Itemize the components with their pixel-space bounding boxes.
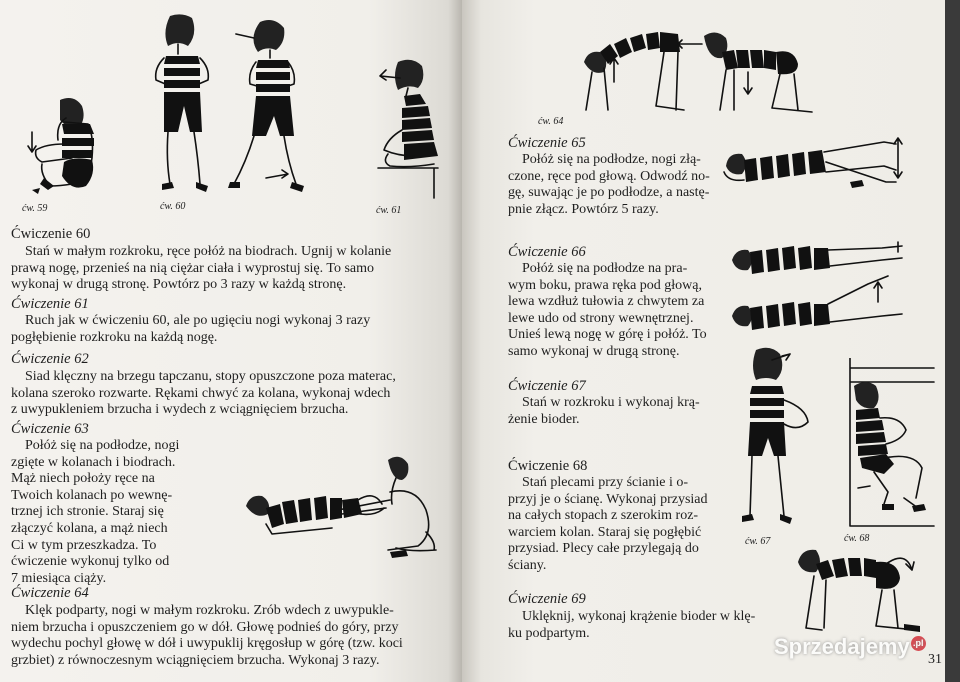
- ex64-line-4: grzbiet) z równoczesnym wciągnięciem brzucha. Wykonaj 3 razy.: [11, 652, 380, 668]
- ex64-title: Ćwiczenie 64: [11, 585, 89, 601]
- illustration-ex61: [368, 58, 442, 204]
- ex63-line-8: ćwiczenie wykonuj tylko od: [11, 554, 170, 570]
- ex64-line-1: Klęk podparty, nogi w małym rozkroku. Zrób wdech z uwypukle-: [25, 603, 394, 618]
- ex66-line-1: Połóż się na podłodze na pra-: [522, 261, 688, 276]
- ex69-text: [508, 609, 778, 642]
- ex63-line-3: Mąż niech położy ręce na: [11, 471, 155, 487]
- ex64-line-2: niem brzucha i opuszczeniem go w dół. Głowę podnieś do góry, przy: [11, 619, 399, 635]
- right-page: [462, 0, 945, 682]
- ex60-line-3: wykonaj w drugą stronę. Powtórz po 3 razy w każdą stronę.: [11, 277, 347, 293]
- ex65-line-3: gę, suwając je po podłodze, a nastę-: [508, 185, 710, 201]
- caption-fig59: ćw. 59: [22, 203, 48, 214]
- ex65-line-1: Połóż się na podłodze, nogi złą-: [522, 152, 701, 167]
- ex68-title: Ćwiczenie 68: [508, 458, 588, 474]
- ex66-line-3: lewa wzdłuż tułowia z chwytem za: [508, 294, 705, 310]
- page-number: 31: [928, 652, 942, 667]
- ex62-text: [11, 369, 451, 419]
- ex63-line-6: złączyć kolana, a mąż niech: [11, 520, 168, 536]
- ex66-line-2: wym boku, prawa ręka pod głową,: [508, 277, 703, 293]
- ex64-text: [11, 603, 451, 669]
- ex62-title: Ćwiczenie 62: [11, 351, 89, 367]
- left-page: [0, 0, 462, 682]
- ex66-line-4: lewe udo od strony wewnętrznej.: [508, 310, 694, 326]
- ex60-line-2: prawą nogę, przenieś na nią ciężar ciała i wyprostuj się. To samo: [11, 260, 375, 276]
- ex68-line-4: warciem kolan. Staraj się pogłębić: [508, 524, 702, 540]
- illustration-ex60-standing: [148, 14, 216, 196]
- ex61-title: Ćwiczenie 61: [11, 296, 89, 312]
- ex60-text: [11, 244, 451, 294]
- ex67-text: [508, 395, 716, 428]
- ex69-title: Ćwiczenie 69: [508, 591, 586, 607]
- ex63-line-7: Ci w tym przeszkadza. To: [11, 537, 157, 553]
- ex60-line-1: Stań w małym rozkroku, ręce połóż na biodrach. Ugnij w kolanie: [25, 244, 392, 259]
- ex66-title: Ćwiczenie 66: [508, 244, 586, 260]
- illustration-ex64: [574, 22, 826, 118]
- watermark-logo: [774, 634, 926, 660]
- ex63-line-4: Twoich kolanach po wewnę-: [11, 487, 173, 503]
- ex65-line-4: pnie złącz. Powtórz 5 razy.: [508, 201, 659, 217]
- ex63-line-5: trznej ich stronie. Staraj się: [11, 504, 164, 520]
- ex66-line-5: Unieś lewą nogę w górę i połóż. To: [508, 327, 707, 343]
- ex68-line-3: na całych stopach z szerokim roz-: [508, 508, 699, 524]
- ex63-title: Ćwiczenie 63: [11, 421, 89, 437]
- caption-fig61: ćw. 61: [376, 205, 402, 216]
- ex61-line-1: Ruch jak w ćwiczeniu 60, ale po ugięciu nogi wykonaj 3 razy: [25, 313, 371, 328]
- illustration-ex67: [732, 346, 818, 536]
- ex68-line-1: Stań plecami przy ścianie i o-: [522, 475, 688, 490]
- ex62-line-2: kolana szeroko rozwarte. Rękami chwyć za kolana, wykonaj wdech: [11, 385, 391, 401]
- ex65-line-2: czone, ręce pod głową. Odwodź no-: [508, 168, 710, 184]
- ex67-line-1: Stań w rozkroku i wykonaj krą-: [522, 395, 700, 410]
- ex68-line-6: ściany.: [508, 557, 547, 573]
- ex65-title: Ćwiczenie 65: [508, 135, 586, 151]
- illustration-ex60-lunge: [226, 18, 308, 196]
- ex67-title: Ćwiczenie 67: [508, 378, 586, 394]
- ex62-line-1: Siad klęczny na brzegu tapczanu, stopy opuszczone poza materac,: [25, 369, 396, 384]
- illustration-ex66: [728, 232, 912, 344]
- illustration-ex63: [240, 452, 446, 562]
- ex66-line-6: samo wykonaj w drugą stronę.: [508, 343, 680, 359]
- ex65-text: [508, 152, 716, 218]
- ex68-text: [508, 475, 716, 575]
- ex68-line-5: przysiad. Plecy całe przylegają do: [508, 541, 699, 557]
- caption-fig67: ćw. 67: [745, 536, 771, 547]
- illustration-ex65: [720, 132, 912, 196]
- caption-fig68: ćw. 68: [844, 533, 870, 544]
- ex69-line-2: ku podpartym.: [508, 625, 590, 641]
- ex62-line-3: z uwypukleniem brzucha i wydech z wciągnięciem brzucha.: [11, 402, 349, 418]
- ex69-line-1: Uklęknij, wykonaj krążenie bioder w klę-: [522, 609, 756, 624]
- illustration-ex68: [844, 358, 938, 532]
- watermark-text: Sprzedajemy: [774, 634, 910, 659]
- illustration-ex69: [790, 540, 936, 642]
- illustration-ex59: [20, 92, 102, 200]
- ex63-line-2: zgięte w kolanach i biodrach.: [11, 454, 176, 470]
- ex63-line-1: Połóż się na podłodze, nogi: [25, 438, 180, 453]
- watermark-badge: .pl: [911, 636, 926, 651]
- ex63-line-9: 7 miesiąca ciąży.: [11, 570, 107, 586]
- book-edge: [945, 0, 960, 682]
- ex67-line-2: żenie bioder.: [508, 411, 580, 427]
- ex63-text: [11, 438, 211, 587]
- ex64-line-3: wydechu pochyl głowę w dół i uwypuklij kręgosłup w górę (tzw. koci: [11, 636, 403, 652]
- ex61-line-2: pogłębienie rozkroku na każdą nogę.: [11, 329, 218, 345]
- ex68-line-2: przyj je o ścianę. Wykonaj przysiad: [508, 491, 708, 507]
- ex60-title: Ćwiczenie 60: [11, 226, 91, 242]
- caption-fig60: ćw. 60: [160, 201, 186, 212]
- caption-fig64: ćw. 64: [538, 116, 564, 127]
- ex66-text: [508, 261, 716, 361]
- ex61-text: [11, 313, 451, 346]
